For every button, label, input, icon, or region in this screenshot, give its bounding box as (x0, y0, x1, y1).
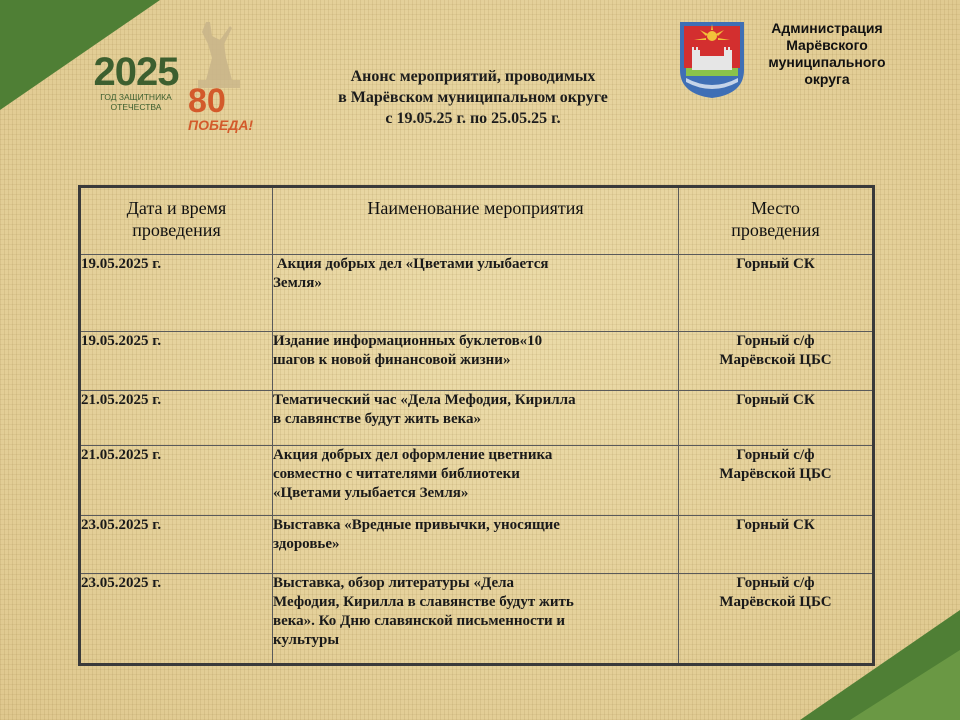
cell-place: Горный СК (679, 391, 874, 446)
table-row (80, 446, 874, 516)
header-date: Дата и время проведения (80, 187, 273, 255)
cell-date: 21.05.2025 г. (80, 391, 273, 446)
header-place: Место проведения (679, 187, 874, 255)
administration-name (752, 20, 902, 88)
table-header-row (80, 187, 874, 255)
admin-line-3: муниципального (768, 54, 886, 70)
cell-event: Тематический час «Дела Мефодия, Кирилла в славянстве будут жить века» (273, 391, 679, 446)
admin-line-2: Марёвского (786, 37, 868, 53)
page-title (268, 66, 678, 129)
logo-year-of-defender (90, 52, 182, 112)
cell-event: Акция добрых дел оформление цветника совместно с читателями библиотеки «Цветами улыбается Земля» (273, 446, 679, 516)
admin-line-1: Администрация (771, 20, 883, 36)
table-row (80, 332, 874, 391)
cell-date: 23.05.2025 г. (80, 516, 273, 574)
table-row (80, 574, 874, 665)
logo-2025-year: 2025 (93, 50, 179, 94)
cell-place: Горный СК (679, 516, 874, 574)
logo-victory-80 (186, 18, 252, 133)
table-row (80, 516, 874, 574)
events-table (78, 185, 875, 666)
cell-date: 21.05.2025 г. (80, 446, 273, 516)
cell-event: Выставка, обзор литературы «Дела Мефодия, Кирилла в славянстве будут жить века». Ко Дню славянской письменности и культуры (273, 574, 679, 665)
title-line-2: в Марёвском муниципальном округе (338, 89, 608, 106)
cell-place: Горный с/ф Марёвской ЦБС (679, 332, 874, 391)
victory-word: ПОБЕДА! (188, 117, 254, 133)
admin-line-4: округа (804, 71, 850, 87)
header-event: Наименование мероприятия (273, 187, 679, 255)
cell-date: 19.05.2025 г. (80, 332, 273, 391)
victory-number: 80 (188, 82, 226, 120)
title-line-1: Анонс мероприятий, проводимых (350, 68, 596, 85)
cell-place: Горный СК (679, 255, 874, 332)
logo-2025-line1: ГОД ЗАЩИТНИКА (100, 92, 172, 102)
marevo-coat-of-arms-icon (678, 20, 746, 100)
table-row (80, 391, 874, 446)
cell-event: Акция добрых дел «Цветами улыбается Земля» (273, 255, 679, 332)
title-line-3: с 19.05.25 г. по 25.05.25 г. (385, 110, 561, 127)
cell-place: Горный с/ф Марёвской ЦБС (679, 446, 874, 516)
cell-event: Выставка «Вредные привычки, уносящие здоровье» (273, 516, 679, 574)
logo-2025-line2: ОТЕЧЕСТВА (110, 102, 162, 112)
cell-place: Горный с/ф Марёвской ЦБС (679, 574, 874, 665)
cell-date: 23.05.2025 г. (80, 574, 273, 665)
table-row (80, 255, 874, 332)
cell-date: 19.05.2025 г. (80, 255, 273, 332)
cell-event: Издание информационных буклетов«10 шагов к новой финансовой жизни» (273, 332, 679, 391)
